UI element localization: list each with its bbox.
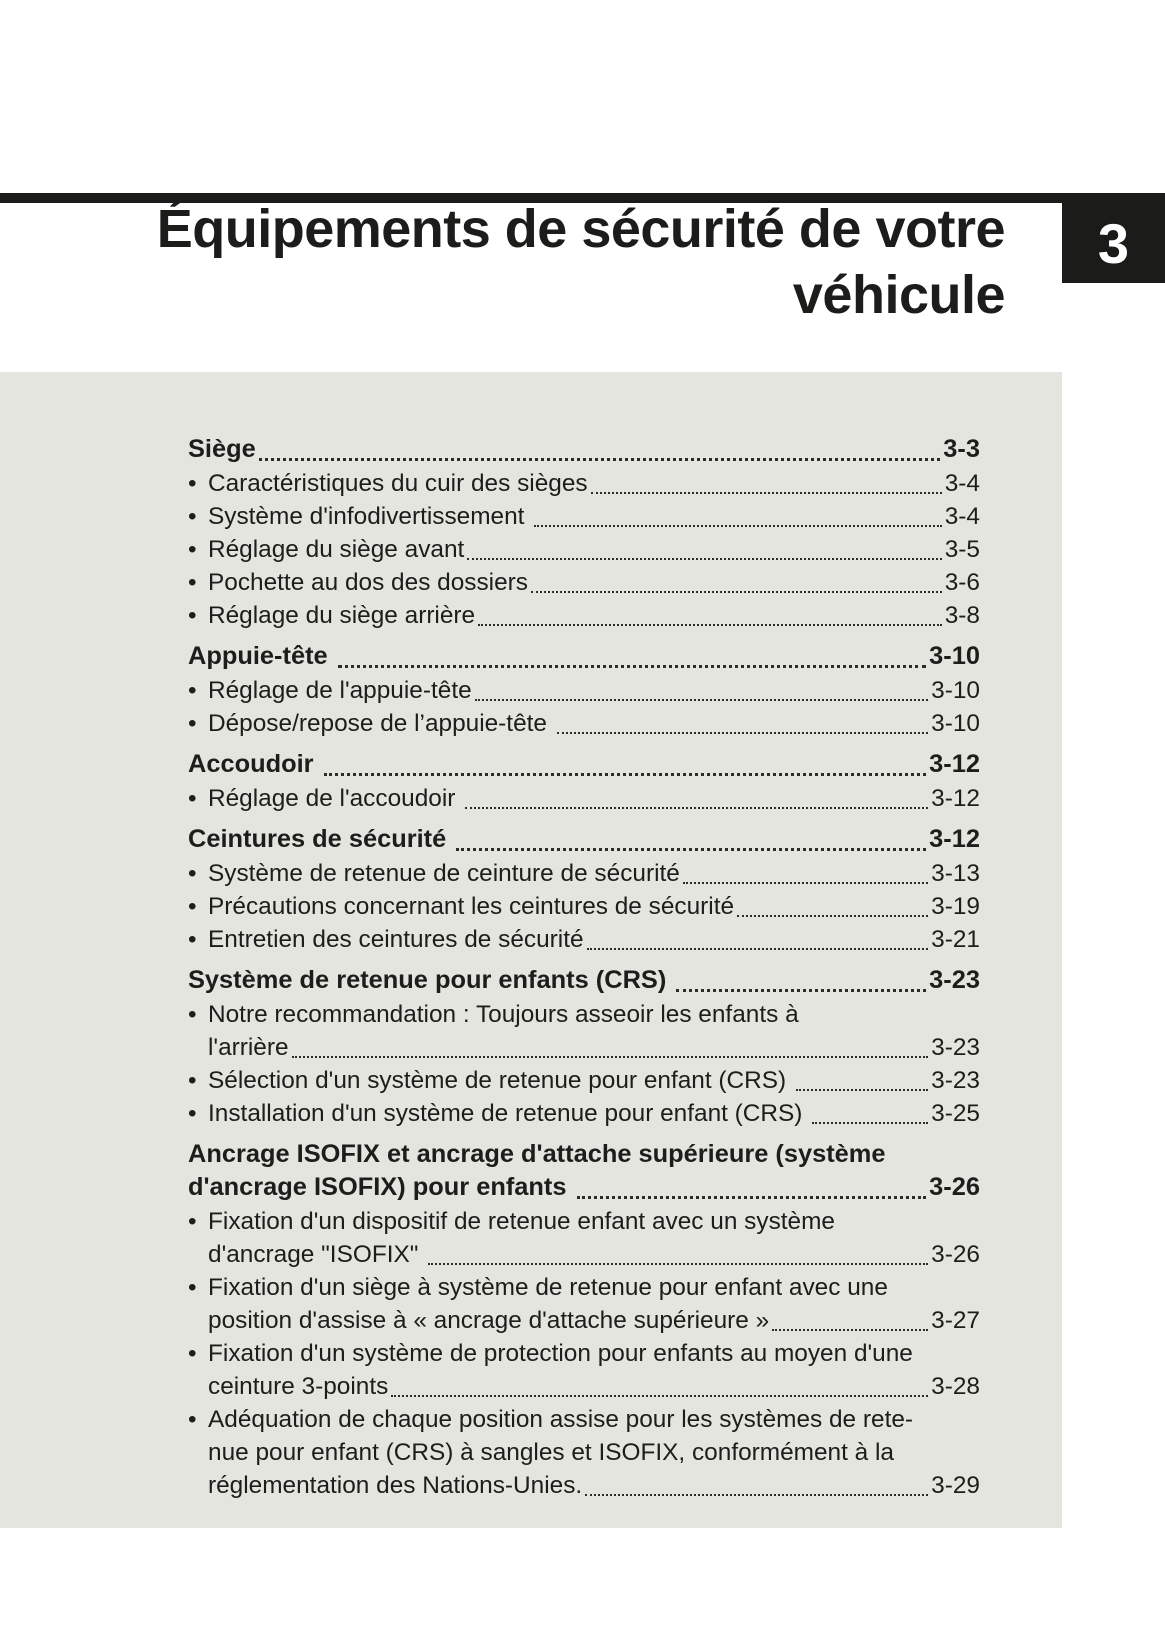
toc-entry-line [188, 640, 980, 673]
toc-entry-line [188, 674, 980, 707]
toc-entry-label: Caractéristiques du cuir des sièges [208, 470, 588, 497]
toc-entry[interactable] [188, 1403, 980, 1502]
toc-leader-dots [534, 525, 942, 527]
bullet-icon: • [188, 1100, 197, 1127]
toc-entry-label: Entretien des ceintures de sécurité [208, 926, 584, 953]
chapter-title-line-1: Équipements de sécurité de votre [156, 199, 1005, 259]
toc-entry-line [188, 1097, 980, 1130]
toc-page-number: 3-26 [929, 1173, 980, 1201]
toc-leader-dots [467, 558, 941, 560]
bullet-icon: • [188, 1067, 197, 1094]
toc-entry-label: Installation d'un système de retenue pour enfant (CRS) [208, 1100, 810, 1127]
toc-leader-dots [428, 1263, 928, 1265]
toc-entry-label: Notre recommandation : Toujours asseoir les enfants à [208, 1001, 799, 1028]
toc-page-number: 3-12 [931, 785, 980, 812]
toc-page-number: 3-26 [931, 1241, 980, 1268]
toc-entry-label: Ceintures de sécurité [188, 825, 454, 853]
toc-entry[interactable] [188, 433, 980, 466]
toc-page-number: 3-27 [931, 1307, 980, 1334]
toc-entry[interactable] [188, 748, 980, 781]
toc-entry[interactable] [188, 1205, 980, 1271]
bullet-icon: • [188, 785, 197, 812]
chapter-number-box [1062, 203, 1165, 283]
toc-entry[interactable] [188, 707, 980, 740]
toc-leader-dots [338, 665, 926, 668]
toc-entry-line [188, 1205, 980, 1238]
toc-entry-line [188, 1304, 980, 1337]
toc-entry[interactable] [188, 1138, 980, 1204]
toc-entry-label: Appuie-tête [188, 642, 335, 670]
toc-leader-dots [737, 915, 928, 917]
toc-page-number: 3-29 [931, 1472, 980, 1499]
bullet-icon: • [188, 1274, 197, 1301]
toc-leader-dots [796, 1089, 928, 1091]
toc-entry[interactable] [188, 1097, 980, 1130]
toc-leader-dots [391, 1395, 928, 1397]
toc-entry-label: Fixation d'un siège à système de retenue pour enfant avec une [208, 1274, 888, 1301]
toc-page-number: 3-23 [929, 966, 980, 994]
toc-list [0, 372, 1062, 1528]
toc-leader-dots [683, 882, 928, 884]
toc-entry-line [188, 1238, 980, 1271]
toc-leader-dots [531, 591, 942, 593]
toc-leader-dots [478, 624, 942, 626]
toc-entry[interactable] [188, 857, 980, 890]
toc-entry-label: nue pour enfant (CRS) à sangles et ISOFIX, conformément à la [208, 1439, 894, 1466]
toc-entry[interactable] [188, 640, 980, 673]
chapter-title-line-2: véhicule [792, 265, 1005, 325]
toc-leader-dots [465, 807, 928, 809]
bullet-icon: • [188, 470, 197, 497]
toc-entry-label: Sélection d'un système de retenue pour enfant (CRS) [208, 1067, 793, 1094]
toc-entry[interactable] [188, 533, 980, 566]
toc-leader-dots [772, 1329, 928, 1331]
toc-entry-line [188, 1138, 980, 1171]
toc-leader-dots [591, 492, 942, 494]
toc-leader-dots [577, 1196, 927, 1199]
toc-entry-line [188, 1469, 980, 1502]
bullet-icon: • [188, 710, 197, 737]
toc-entry-label: Réglage du siège arrière [208, 602, 476, 629]
bullet-icon: • [188, 1406, 197, 1433]
toc-entry-line [188, 1031, 980, 1064]
toc-page-number: 3-13 [931, 860, 980, 887]
toc-entry-line [188, 1337, 980, 1370]
bullet-icon: • [188, 926, 197, 953]
toc-entry-line [188, 500, 980, 533]
toc-entry[interactable] [188, 599, 980, 632]
toc-entry[interactable] [188, 998, 980, 1064]
toc-entry-line [188, 857, 980, 890]
toc-entry-label: réglementation des Nations-Unies. [208, 1472, 583, 1499]
toc-leader-dots [259, 458, 941, 461]
toc-leader-dots [456, 848, 926, 851]
toc-page-number: 3-8 [944, 602, 980, 629]
toc-entry-line [188, 566, 980, 599]
toc-page-number: 3-10 [931, 677, 980, 704]
toc-entry-label: Réglage de l'appuie-tête [208, 677, 472, 704]
toc-entry-line [188, 433, 980, 466]
toc-entry-line [188, 707, 980, 740]
toc-page-number: 3-23 [931, 1034, 980, 1061]
toc-page-number: 3-12 [929, 825, 980, 853]
toc-leader-dots [585, 1494, 928, 1496]
toc-page-number: 3-3 [943, 435, 980, 463]
toc-entry-line [188, 1171, 980, 1204]
toc-page-number: 3-21 [931, 926, 980, 953]
bullet-icon: • [188, 569, 197, 596]
toc-entry[interactable] [188, 467, 980, 500]
toc-page-number: 3-12 [929, 750, 980, 778]
toc-leader-dots [292, 1056, 929, 1058]
bullet-icon: • [188, 893, 197, 920]
toc-entry-label: ceinture 3-points [208, 1373, 389, 1400]
toc-entry[interactable] [188, 674, 980, 707]
toc-entry-label: Pochette au dos des dossiers [208, 569, 528, 596]
toc-page-number: 3-23 [931, 1067, 980, 1094]
bullet-icon: • [188, 677, 197, 704]
toc-entry-line [188, 599, 980, 632]
toc-entry-label: Adéquation de chaque position assise pour les systèmes de rete- [208, 1406, 914, 1433]
toc-entry-label: Réglage de l'accoudoir [208, 785, 463, 812]
toc-leader-dots [324, 773, 927, 776]
toc-page-number: 3-10 [931, 710, 980, 737]
toc-entry[interactable] [188, 1337, 980, 1403]
toc-entry-label: position d'assise à « ancrage d'attache supérieure » [208, 1307, 770, 1334]
toc-entry-label: Système d'infodivertissement [208, 503, 532, 530]
bullet-icon: • [188, 1001, 197, 1028]
toc-leader-dots [676, 989, 926, 992]
toc-entry-line [188, 1064, 980, 1097]
toc-entry-line [188, 923, 980, 956]
toc-entry-line [188, 1436, 980, 1469]
toc-entry-line [188, 890, 980, 923]
toc-page-number: 3-4 [944, 503, 980, 530]
toc-page-number: 3-6 [944, 569, 980, 596]
bullet-icon: • [188, 860, 197, 887]
toc-entry[interactable] [188, 890, 980, 923]
toc-leader-dots [587, 948, 929, 950]
bullet-icon: • [188, 503, 197, 530]
toc-entry-label: Dépose/repose de l’appuie-tête [208, 710, 554, 737]
toc-entry[interactable] [188, 1271, 980, 1337]
toc-entry[interactable] [188, 566, 980, 599]
toc-panel [0, 372, 1062, 1528]
toc-leader-dots [812, 1122, 928, 1124]
toc-page-number: 3-5 [944, 536, 980, 563]
toc-entry[interactable] [188, 1064, 980, 1097]
toc-page-number: 3-10 [929, 642, 980, 670]
toc-entry-label: d'ancrage ISOFIX) pour enfants [188, 1173, 574, 1201]
toc-entry-line [188, 998, 980, 1031]
toc-page-number: 3-19 [931, 893, 980, 920]
toc-entry[interactable] [188, 923, 980, 956]
toc-leader-dots [557, 732, 928, 734]
toc-entry[interactable] [188, 823, 980, 856]
bullet-icon: • [188, 1340, 197, 1367]
toc-entry-label: Accoudoir [188, 750, 321, 778]
toc-entry-label: Fixation d'un dispositif de retenue enfant avec un système [208, 1208, 835, 1235]
toc-page-number: 3-4 [944, 470, 980, 497]
bullet-icon: • [188, 1208, 197, 1235]
bullet-icon: • [188, 536, 197, 563]
toc-entry-label: Système de retenue pour enfants (CRS) [188, 966, 674, 994]
toc-entry[interactable] [188, 500, 980, 533]
toc-entry[interactable] [188, 782, 980, 815]
toc-entry-label: Fixation d'un système de protection pour enfants au moyen d'une [208, 1340, 913, 1367]
toc-leader-dots [475, 699, 929, 701]
toc-entry-label: Réglage du siège avant [208, 536, 465, 563]
toc-entry-label: Système de retenue de ceinture de sécurité [208, 860, 680, 887]
chapter-number: 3 [1097, 211, 1130, 275]
toc-entry-label: Précautions concernant les ceintures de sécurité [208, 893, 735, 920]
toc-entry-line [188, 1271, 980, 1304]
toc-entry-line [188, 1403, 980, 1436]
toc-entry-line [188, 748, 980, 781]
toc-entry-line [188, 467, 980, 500]
toc-entry-label: Siège [188, 435, 256, 463]
chapter-title [0, 196, 1005, 328]
toc-entry-line [188, 782, 980, 815]
toc-entry[interactable] [188, 964, 980, 997]
toc-page-number: 3-25 [931, 1100, 980, 1127]
toc-page-number: 3-28 [931, 1373, 980, 1400]
toc-entry-line [188, 1370, 980, 1403]
bullet-icon: • [188, 602, 197, 629]
toc-entry-line [188, 964, 980, 997]
toc-entry-line [188, 533, 980, 566]
toc-entry-line [188, 823, 980, 856]
toc-entry-label: Ancrage ISOFIX et ancrage d'attache supérieure (système [188, 1140, 886, 1168]
toc-entry-label: l'arrière [208, 1034, 289, 1061]
toc-entry-label: d'ancrage "ISOFIX" [208, 1241, 426, 1268]
